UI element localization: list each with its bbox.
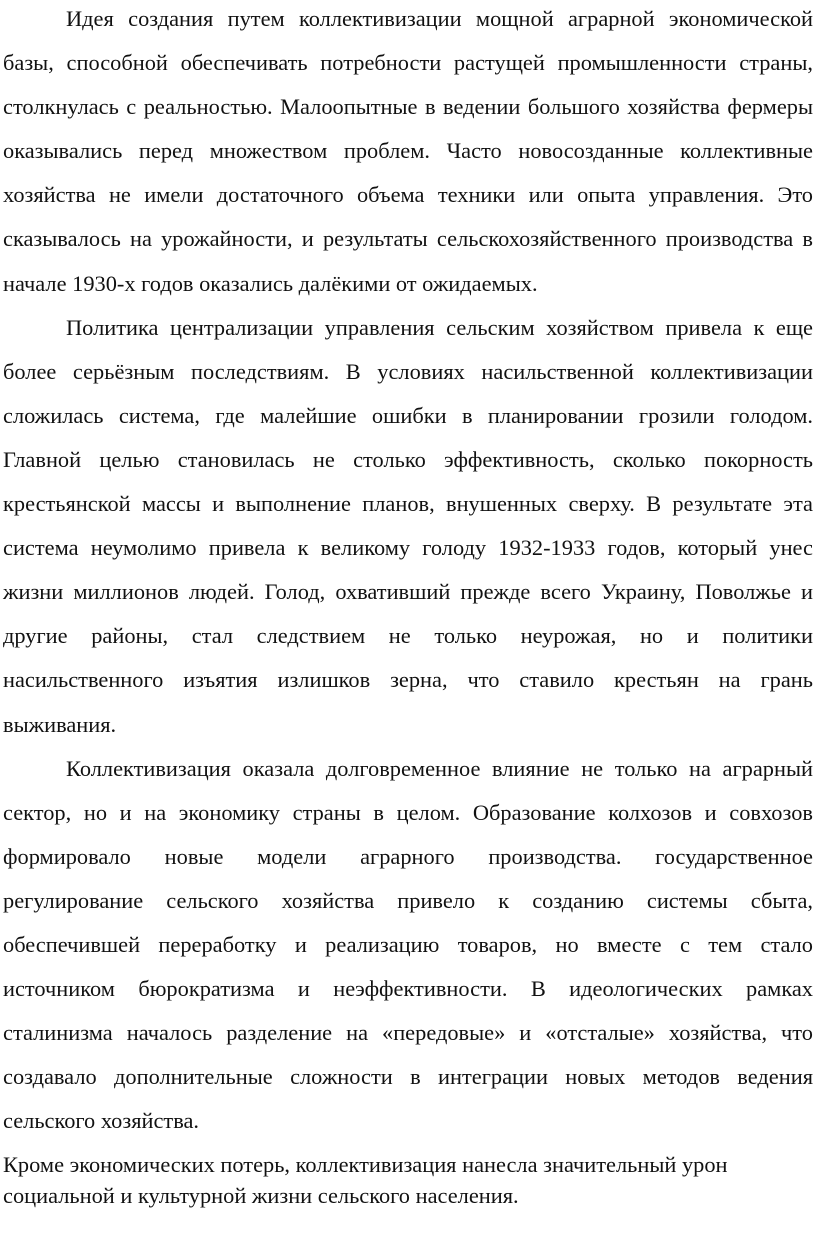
paragraph-2: Политика централизации управления сельским хозяйством привела к еще более серьёзным последствиям. В условиях насильственной коллективизации сложилась система, где малейшие ошибки в планировании грозили голодом. Главной целью становилась не столько эффективность, сколько покорность крестьянской массы и выполнение планов, внушенных сверху. В результате эта система неумолимо привела к великому голоду 1932-1933 годов, который унес жизни миллионов людей. Голод, охвативший прежде всего Украину, Поволжье и другие районы, стал следствием не только неурожая, но и политики насильственного изъятия излишков зерна, что ставило крестьян на грань выживания. [3, 314, 813, 737]
paragraph-3: Коллективизация оказала долговременное влияние не только на аграрный сектор, но и на экономику страны в целом. Образование колхозов и совхозов формировало новые модели аграрного производства. государственное регулирование сельского хозяйства привело к созданию системы сбыта, обеспечившей переработку и реализацию товаров, но вместе с тем стало источником бюрократизма и неэффективности. В идеологических рамках сталинизма началось разделение на «передовые» и «отсталые» хозяйства, что создавало дополнительные сложности в интеграции новых методов ведения сельского хозяйства. [3, 755, 813, 1134]
paragraph-1: Идея создания путем коллективизации мощной аграрной экономической базы, способной обеспечивать потребности растущей промышленности страны, столкнулась с реальностью. Малоопытные в ведении большого хозяйства фермеры оказывались перед множеством проблем. Часто новосозданные коллективные хозяйства не имели достаточного объема техники или опыта управления. Это сказывалось на урожайности, и результаты сельскохозяйственного производства в начале 1930-х годов оказались далёкими от ожидаемых. [3, 6, 813, 296]
document-page [3, 0, 813, 1211]
paragraph-4: Кроме экономических потерь, коллективизация нанесла значительный урон социальной и культурной жизни сельского населения. [3, 1152, 728, 1209]
